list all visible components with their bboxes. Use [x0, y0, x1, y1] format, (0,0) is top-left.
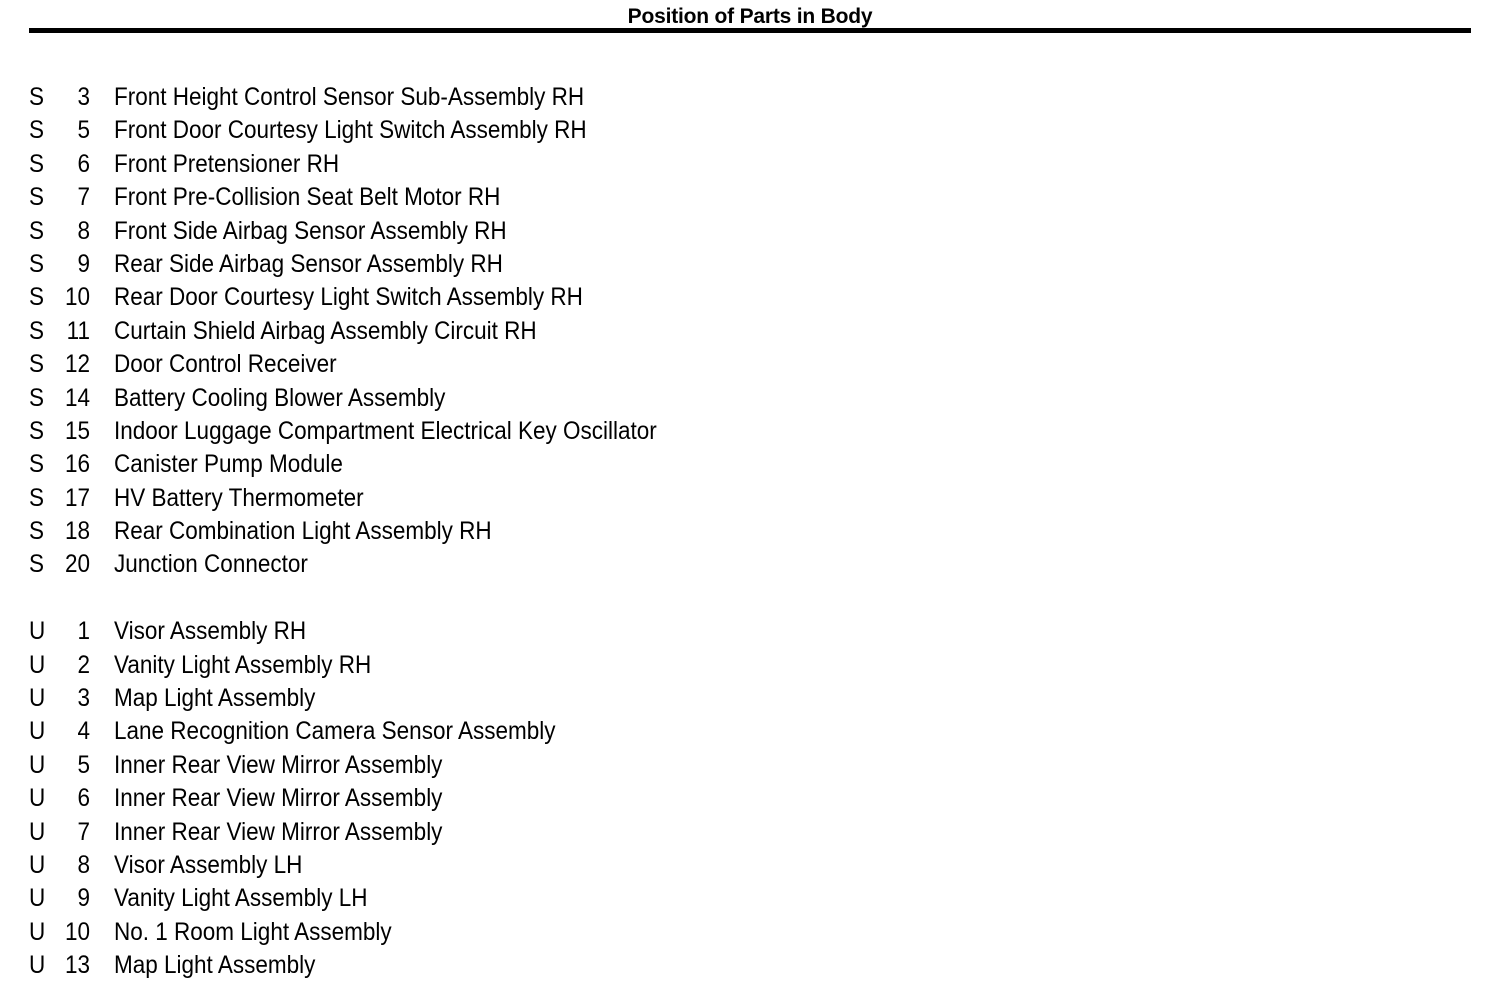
part-row — [0, 882, 1000, 915]
part-prefix: U — [29, 650, 46, 679]
part-name: Battery Cooling Blower Assembly — [114, 383, 446, 412]
part-name: Front Height Control Sensor Sub-Assembly RH — [114, 83, 585, 111]
part-name: Junction Connector — [114, 550, 308, 579]
part-number: 1 — [77, 617, 90, 646]
part-number: 2 — [77, 650, 90, 679]
part-prefix: S — [29, 350, 45, 379]
part-number: 12 — [64, 350, 90, 379]
part-row — [0, 715, 1000, 748]
part-number: 7 — [77, 817, 90, 846]
part-row — [0, 482, 1000, 515]
part-name: Lane Recognition Camera Sensor Assembly — [114, 717, 556, 746]
part-prefix: S — [29, 316, 45, 345]
part-row — [0, 649, 1000, 682]
part-row — [0, 849, 1000, 882]
part-prefix: S — [29, 550, 45, 579]
part-prefix: S — [29, 116, 45, 145]
part-row — [0, 749, 1000, 782]
part-number: 11 — [66, 316, 90, 345]
part-name: Inner Rear View Mirror Assembly — [114, 750, 443, 779]
part-row — [0, 181, 1000, 214]
part-row — [0, 348, 1000, 381]
part-number: 18 — [64, 517, 90, 546]
part-number: 10 — [64, 283, 90, 312]
part-prefix: U — [29, 850, 46, 879]
part-row — [0, 916, 1000, 949]
part-name: Front Pre-Collision Seat Belt Motor RH — [114, 183, 501, 212]
part-number: 4 — [77, 717, 90, 746]
part-row — [0, 615, 1000, 648]
part-number: 17 — [64, 483, 90, 512]
part-number: 10 — [64, 917, 90, 946]
part-prefix: S — [29, 216, 45, 245]
part-number: 6 — [77, 149, 90, 178]
part-name: Rear Side Airbag Sensor Assembly RH — [114, 249, 503, 278]
part-name: Door Control Receiver — [114, 350, 337, 379]
parts-list — [0, 81, 1000, 983]
part-row — [0, 548, 1000, 581]
part-prefix: U — [29, 917, 46, 946]
page-title: Position of Parts in Body — [627, 5, 873, 28]
part-number: 8 — [77, 216, 90, 245]
part-name: Rear Combination Light Assembly RH — [114, 517, 492, 546]
part-prefix: U — [29, 884, 46, 913]
part-prefix: S — [29, 283, 45, 312]
part-name: HV Battery Thermometer — [114, 483, 364, 512]
part-name: Rear Door Courtesy Light Switch Assembly RH — [114, 283, 583, 312]
part-number: 5 — [77, 116, 90, 145]
part-name: Visor Assembly RH — [114, 617, 307, 646]
part-number: 5 — [77, 750, 90, 779]
part-name: No. 1 Room Light Assembly — [114, 917, 392, 946]
part-prefix: S — [29, 483, 45, 512]
part-name: Canister Pump Module — [114, 450, 343, 479]
part-prefix: S — [29, 416, 45, 445]
part-number: 14 — [64, 383, 90, 412]
part-row — [0, 949, 1000, 982]
part-row — [0, 515, 1000, 548]
part-row — [0, 816, 1000, 849]
part-number: 6 — [77, 784, 90, 813]
part-prefix: U — [29, 617, 46, 646]
part-row — [0, 315, 1000, 348]
part-number: 3 — [77, 684, 90, 713]
part-number: 9 — [77, 249, 90, 278]
part-prefix: S — [29, 249, 45, 278]
part-name: Map Light Assembly — [114, 684, 316, 713]
part-row — [0, 81, 1000, 114]
part-row — [0, 281, 1000, 314]
part-prefix: S — [29, 183, 45, 212]
part-number: 20 — [64, 550, 90, 579]
part-prefix: S — [29, 517, 45, 546]
part-name: Visor Assembly LH — [114, 850, 303, 879]
part-row — [0, 682, 1000, 715]
part-number: 15 — [64, 416, 90, 445]
part-row — [0, 415, 1000, 448]
part-row — [0, 215, 1000, 248]
part-name: Vanity Light Assembly RH — [114, 650, 372, 679]
part-prefix: U — [29, 784, 46, 813]
part-name: Inner Rear View Mirror Assembly — [114, 784, 443, 813]
title-divider — [29, 28, 1471, 33]
part-number: 3 — [77, 83, 90, 111]
part-prefix: U — [29, 750, 46, 779]
part-prefix: U — [29, 717, 46, 746]
part-prefix: U — [29, 684, 46, 713]
part-row — [0, 114, 1000, 147]
part-row — [0, 148, 1000, 181]
part-row — [0, 382, 1000, 415]
part-number: 7 — [77, 183, 90, 212]
part-prefix: S — [29, 450, 45, 479]
part-number: 8 — [77, 850, 90, 879]
part-prefix: S — [29, 83, 45, 111]
part-name: Curtain Shield Airbag Assembly Circuit RH — [114, 316, 537, 345]
parts-group-u — [0, 615, 1000, 982]
part-name: Front Side Airbag Sensor Assembly RH — [114, 216, 507, 245]
part-row — [0, 248, 1000, 281]
part-name: Front Door Courtesy Light Switch Assembly RH — [114, 116, 587, 145]
part-name: Indoor Luggage Compartment Electrical Key Oscillator — [114, 416, 657, 445]
part-prefix: S — [29, 149, 45, 178]
parts-group-s — [0, 81, 1000, 582]
part-row — [0, 782, 1000, 815]
part-number: 9 — [77, 884, 90, 913]
part-number: 13 — [64, 951, 90, 980]
part-name: Front Pretensioner RH — [114, 149, 340, 178]
part-prefix: S — [29, 383, 45, 412]
part-prefix: U — [29, 951, 46, 980]
part-number: 16 — [64, 450, 90, 479]
part-name: Vanity Light Assembly LH — [114, 884, 368, 913]
part-name: Map Light Assembly — [114, 951, 316, 980]
part-name: Inner Rear View Mirror Assembly — [114, 817, 443, 846]
part-prefix: U — [29, 817, 46, 846]
part-row — [0, 448, 1000, 481]
